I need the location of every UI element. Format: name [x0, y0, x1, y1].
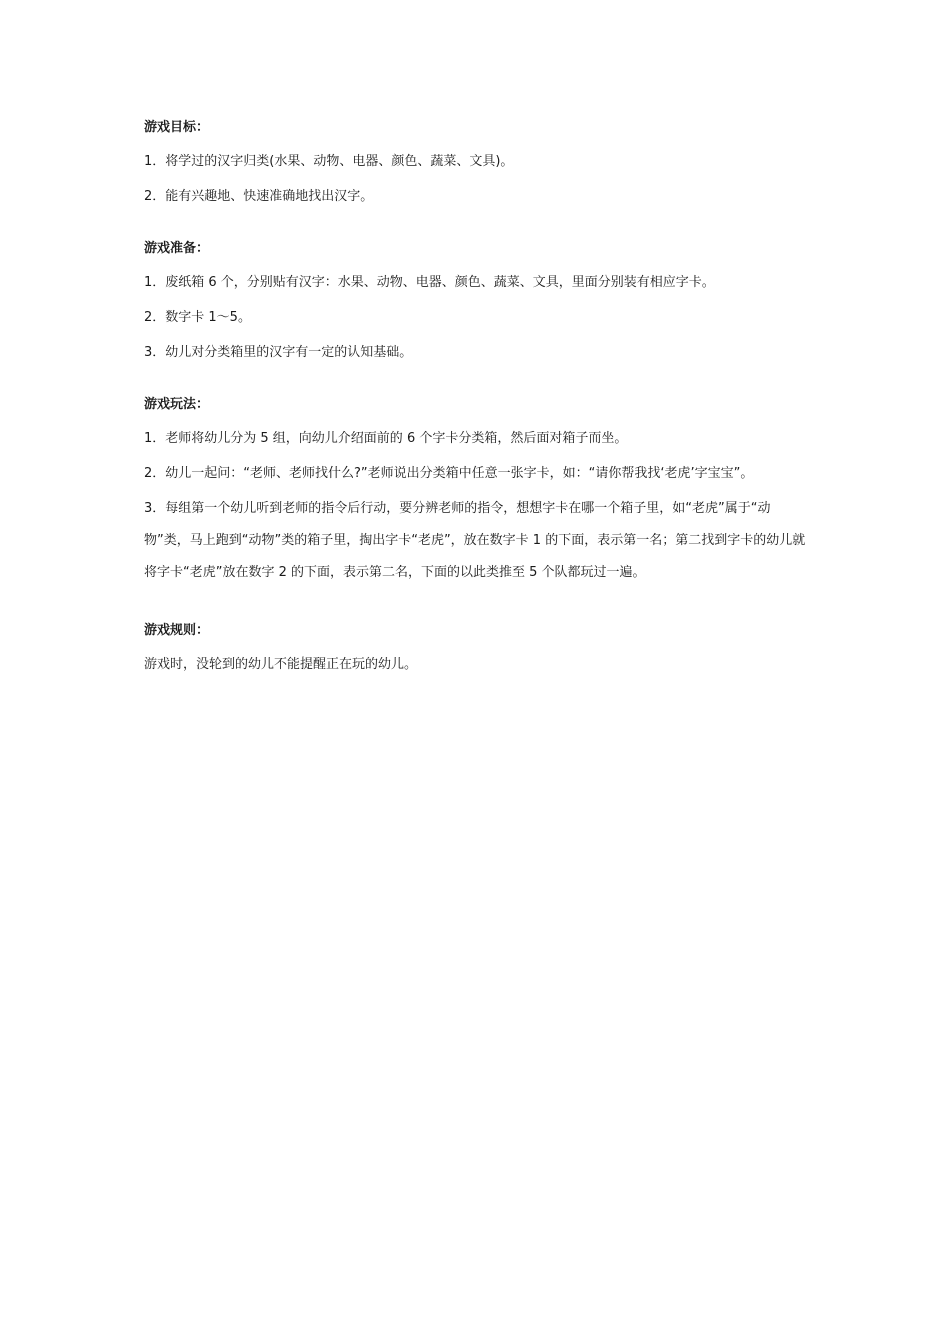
list-item: 3．每组第一个幼儿听到老师的指令后行动，要分辨老师的指令，想想字卡在哪一个箱子里，如“老虎”属于“动物”类，马上跑到“动物”类的箱子里，掏出字卡“老虎”，放在数字卡 1 的下面，表示第一名；第二找到字卡的幼儿就将字卡“老虎”放在数字 2 的下面，表示第二名，下面的以此类推至 5 个队都玩过一遍。 [144, 501, 806, 580]
list-item: 游戏时，没轮到的幼儿不能提醒正在玩的幼儿。 [144, 657, 418, 672]
list-item: 3．幼儿对分类箱里的汉字有一定的认知基础。 [144, 345, 413, 360]
section-rules [144, 621, 816, 675]
section-heading: 游戏准备： [144, 241, 210, 256]
section-goals [144, 118, 816, 207]
section-heading: 游戏目标： [144, 120, 210, 135]
list-item: 1．废纸箱 6 个，分别贴有汉字：水果、动物、电器、颜色、蔬菜、文具，里面分别装有相应字卡。 [144, 275, 715, 290]
list-item: 1．老师将幼儿分为 5 组，向幼儿介绍面前的 6 个字卡分类箱，然后面对箱子而坐。 [144, 431, 628, 446]
list-item: 2．能有兴趣地、快速准确地找出汉字。 [144, 189, 374, 204]
section-heading: 游戏规则： [144, 623, 210, 638]
section-heading: 游戏玩法： [144, 397, 210, 412]
section-gameplay [144, 395, 816, 589]
list-item: 2．幼儿一起问：“老师、老师找什么?”老师说出分类箱中任意一张字卡，如：“请你帮我找‘老虎’字宝宝”。 [144, 466, 754, 481]
document-page [144, 118, 816, 707]
list-item: 1．将学过的汉字归类(水果、动物、电器、颜色、蔬菜、文具)。 [144, 154, 514, 169]
section-preparation [144, 239, 816, 363]
list-item: 2．数字卡 1～5。 [144, 310, 251, 325]
